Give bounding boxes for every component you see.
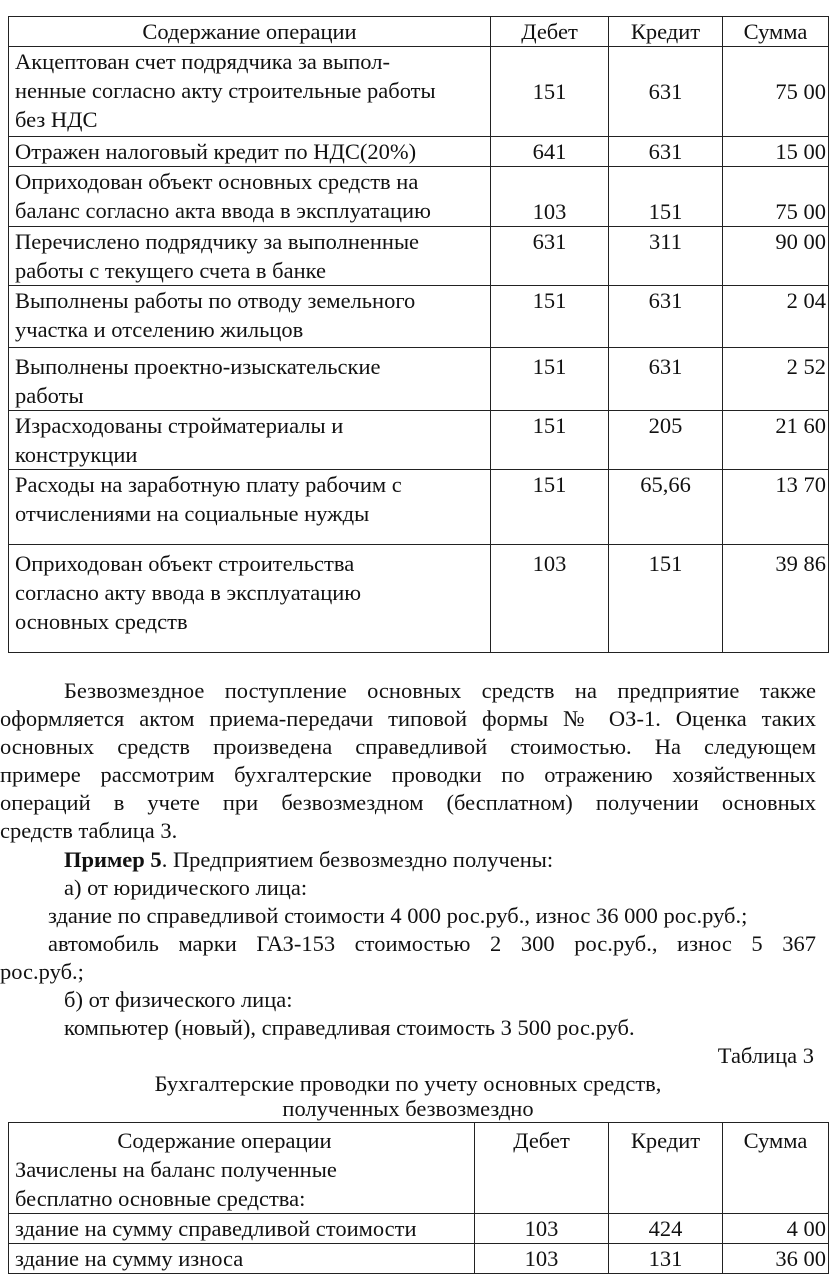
sum-cell: 13 70 xyxy=(723,470,829,545)
operation-cell xyxy=(9,470,491,545)
credit-cell: 631 xyxy=(609,47,723,137)
table-row xyxy=(9,348,829,411)
credit-cell: 311 xyxy=(609,227,723,286)
table-label: Таблица 3 xyxy=(717,1043,814,1068)
debit-cell: 103 xyxy=(475,1214,609,1244)
debit-cell: 151 xyxy=(491,411,609,470)
column-header-operation: Содержание операции xyxy=(9,17,491,47)
debit-cell: 641 xyxy=(491,137,609,167)
table-row xyxy=(9,411,829,470)
subheader-line: бесплатно основные средства: xyxy=(15,1186,306,1211)
cell-line: работы с текущего счета в банке xyxy=(15,258,327,283)
sum-cell: 21 60 xyxy=(723,411,829,470)
paragraph-line: операций в учете при безвозмездном (бесплатном) получении основных xyxy=(0,790,816,815)
credit-cell: 131 xyxy=(609,1244,723,1274)
sum-cell: 4 00 xyxy=(723,1214,829,1244)
column-header-debit: Дебет xyxy=(491,17,609,47)
cell-line: Расходы на заработную плату рабочим с xyxy=(15,472,402,497)
cell-line: основных средств xyxy=(15,609,188,634)
example-computer: компьютер (новый), справедливая стоимость 3 500 рос.руб. xyxy=(64,1015,635,1040)
table-header-row xyxy=(9,1123,829,1214)
table-row xyxy=(9,137,829,167)
cell-line: Выполнены работы по отводу земельного xyxy=(15,288,416,313)
cell-line: Отражен налоговый кредит по НДС(20%) xyxy=(15,139,417,164)
credit-cell: 205 xyxy=(609,411,723,470)
table-title: полученных безвозмездно xyxy=(282,1096,534,1121)
operation-cell xyxy=(9,227,491,286)
debit-cell: 151 xyxy=(491,470,609,545)
cell-line: без НДС xyxy=(15,107,98,132)
example-car-line: рос.руб.; xyxy=(0,959,84,984)
credit-cell: 631 xyxy=(609,286,723,348)
operation-cell xyxy=(9,411,491,470)
cell-line: отчислениями на социальные нужды xyxy=(15,501,370,526)
cell-line: конструкции xyxy=(15,442,138,467)
operation-cell xyxy=(9,348,491,411)
table-row xyxy=(9,545,829,653)
example-label: Пример 5 xyxy=(64,847,162,872)
table-title: Бухгалтерские проводки по учету основных средств, xyxy=(154,1071,662,1096)
operation-cell xyxy=(9,137,491,167)
example-building: здание по справедливой стоимости 4 000 рос.руб., износ 36 000 рос.руб.; xyxy=(48,903,748,928)
debit-cell: 151 xyxy=(491,286,609,348)
debit-cell: 631 xyxy=(491,227,609,286)
cell-line: баланс согласно акта ввода в эксплуатацию xyxy=(15,198,431,223)
example-item-b: б) от физического лица: xyxy=(64,987,293,1012)
paragraph-line: оформляется актом приема-передачи типовой формы № ОЗ-1. Оценка таких xyxy=(0,706,816,731)
credit-cell: 65,66 xyxy=(609,470,723,545)
operations-table xyxy=(8,16,829,653)
cell-line: Израсходованы стройматериалы и xyxy=(15,413,344,438)
operation-cell xyxy=(9,286,491,348)
example-car-line: автомобиль марки ГАЗ-153 стоимостью 2 300 рос.руб., износ 5 367 xyxy=(48,931,816,956)
sum-cell: 90 00 xyxy=(723,227,829,286)
operation-cell xyxy=(9,167,491,227)
credit-cell: 151 xyxy=(609,545,723,653)
operation-cell: здание на сумму износа xyxy=(9,1244,475,1274)
cell-line: участка и отселению жильцов xyxy=(15,317,304,342)
credit-cell: 151 xyxy=(609,167,723,227)
operation-cell: здание на сумму справедливой стоимости xyxy=(9,1214,475,1244)
credit-cell: 631 xyxy=(609,137,723,167)
credit-cell: 424 xyxy=(609,1214,723,1244)
column-header-operation: Содержание операции xyxy=(117,1128,332,1153)
sum-cell: 2 52 xyxy=(723,348,829,411)
cell-line: согласно акту ввода в эксплуатацию xyxy=(15,580,362,605)
table-row xyxy=(9,167,829,227)
column-header-debit: Дебет xyxy=(475,1123,609,1214)
example-heading xyxy=(64,845,553,874)
column-header-credit: Кредит xyxy=(609,17,723,47)
cell-line: Выполнены проектно-изыскательские xyxy=(15,354,381,379)
cell-line: Акцептован счет подрядчика за выпол- xyxy=(15,49,390,74)
free-assets-table xyxy=(8,1122,829,1274)
sum-cell: 75 00 xyxy=(723,167,829,227)
operation-cell xyxy=(9,47,491,137)
sum-cell: 2 04 xyxy=(723,286,829,348)
sum-cell: 15 00 xyxy=(723,137,829,167)
operation-cell xyxy=(9,545,491,653)
table-row xyxy=(9,47,829,137)
table-row xyxy=(9,1214,829,1244)
table-row xyxy=(9,286,829,348)
operation-header-cell xyxy=(9,1123,475,1214)
debit-cell: 151 xyxy=(491,348,609,411)
cell-line: Оприходован объект основных средств на xyxy=(15,169,419,194)
credit-cell: 631 xyxy=(609,348,723,411)
sum-cell: 39 86 xyxy=(723,545,829,653)
cell-line: Перечислено подрядчику за выполненные xyxy=(15,229,420,254)
paragraph-line: средств таблица 3. xyxy=(0,818,178,843)
paragraph-line: примере рассмотрим бухгалтерские проводки по отражению хозяйственных xyxy=(0,762,816,787)
debit-cell: 103 xyxy=(475,1244,609,1274)
debit-cell: 103 xyxy=(491,167,609,227)
example-item-a: а) от юридического лица: xyxy=(64,875,308,900)
cell-line: ненные согласно акту строительные работы xyxy=(15,78,436,103)
table-header-row xyxy=(9,17,829,47)
sum-cell: 36 00 xyxy=(723,1244,829,1274)
cell-line: Оприходован объект строительства xyxy=(15,551,355,576)
sum-cell: 75 00 xyxy=(723,47,829,137)
table-row xyxy=(9,227,829,286)
cell-line: работы xyxy=(15,383,84,408)
paragraph-line: Безвозмездное поступление основных средств на предприятие также xyxy=(64,678,816,703)
column-header-sum: Сумма xyxy=(723,1123,829,1214)
table-row xyxy=(9,470,829,545)
debit-cell: 103 xyxy=(491,545,609,653)
table-row xyxy=(9,1244,829,1274)
debit-cell: 151 xyxy=(491,47,609,137)
subheader-line: Зачислены на баланс полученные xyxy=(15,1157,337,1182)
column-header-sum: Сумма xyxy=(723,17,829,47)
example-intro: . Предприятием безвозмездно получены: xyxy=(161,847,554,872)
paragraph-line: основных средств произведена справедливой стоимостью. На следующем xyxy=(0,734,816,759)
column-header-credit: Кредит xyxy=(609,1123,723,1214)
